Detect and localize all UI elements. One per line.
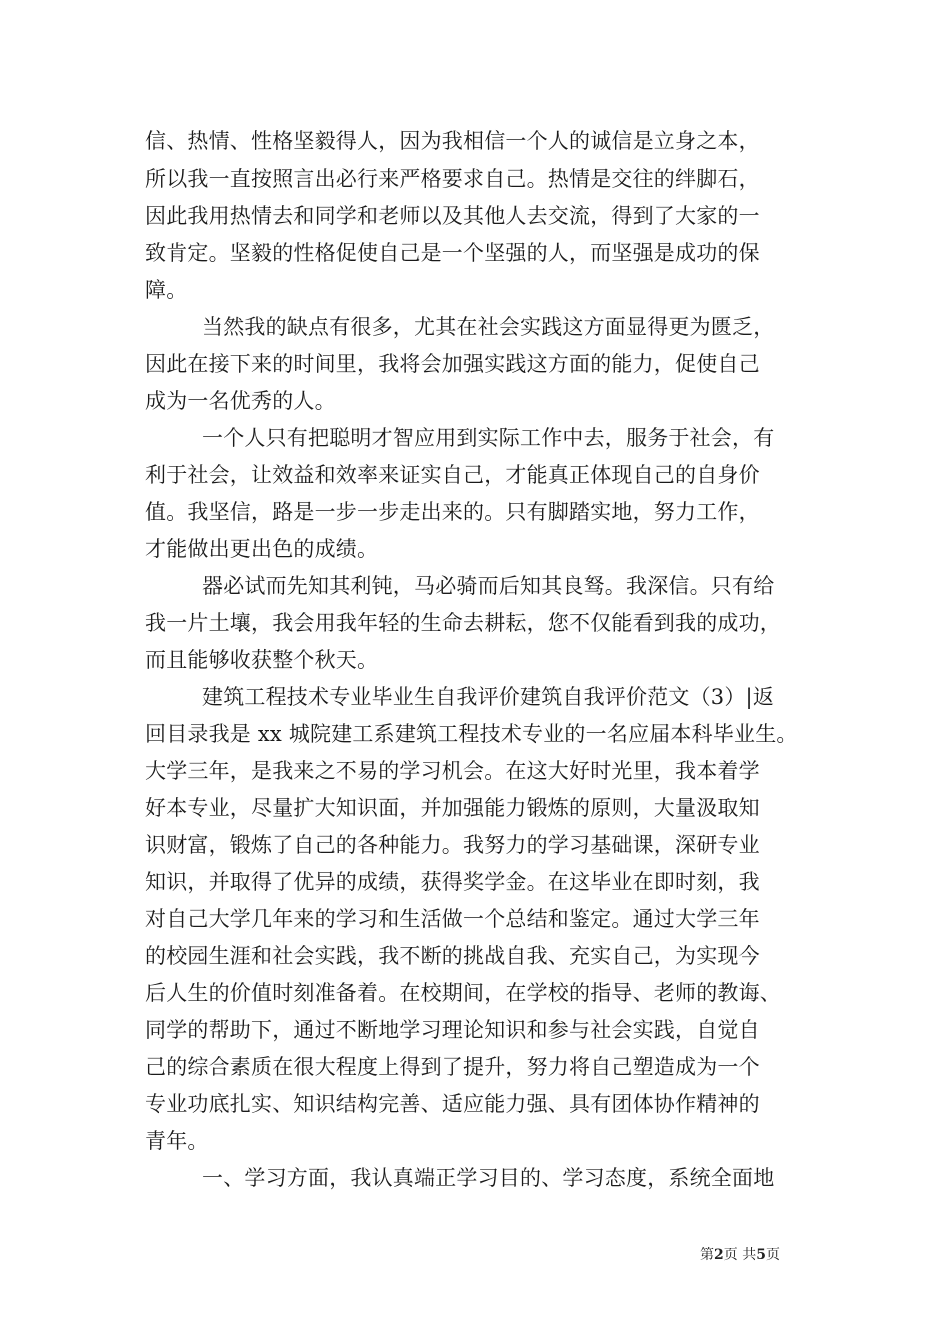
text-line: 而且能够收获整个秋天。 [145, 648, 379, 672]
text-line: 成为一名优秀的人。 [145, 389, 336, 413]
current-page-number: 2 [714, 1247, 724, 1263]
text-line: 才能做出更出色的成绩。 [145, 537, 379, 561]
text-line: 大学三年，是我来之不易的学习机会。在这大好时光里，我本着学 [145, 759, 760, 783]
text-line: 识财富，锻炼了自己的各种能力。我努力的学习基础课，深研专业 [145, 833, 760, 857]
text-line: 值。我坚信，路是一步一步走出来的。只有脚踏实地，努力工作， [145, 500, 760, 524]
footer-middle: 页 共 [723, 1247, 757, 1263]
paragraph-first-line: 器必试而先知其利钝，马必骑而后知其良驽。我深信。只有给 [202, 574, 775, 598]
text-line: 己的综合素质在很大程度上得到了提升，努力将自己塑造成为一个 [145, 1055, 760, 1079]
text-line: 的校园生涯和社会实践，我不断的挑战自我、充实自己，为实现今 [145, 944, 760, 968]
paragraph-first-line: 一个人只有把聪明才智应用到实际工作中去，服务于社会，有 [202, 426, 775, 450]
text-line: 回目录我是 xx 城院建工系建筑工程技术专业的一名应届本科毕业生。 [145, 722, 798, 746]
text-line: 利于社会，让效益和效率来证实自己，才能真正体现自己的自身价 [145, 463, 760, 487]
text-line: 同学的帮助下，通过不断地学习理论知识和参与社会实践，自觉自 [145, 1018, 760, 1042]
text-line: 致肯定。坚毅的性格促使自己是一个坚强的人，而坚强是成功的保 [145, 241, 760, 265]
text-line: 信、热情、性格坚毅得人，因为我相信一个人的诚信是立身之本， [145, 129, 760, 153]
text-line: 因此在接下来的时间里，我将会加强实践这方面的能力，促使自己 [145, 352, 760, 376]
text-line: 好本专业，尽量扩大知识面，并加强能力锻炼的原则，大量汲取知 [145, 796, 760, 820]
text-line: 因此我用热情去和同学和老师以及其他人去交流，得到了大家的一 [145, 204, 760, 228]
text-line: 专业功底扎实、知识结构完善、适应能力强、具有团体协作精神的 [145, 1092, 760, 1116]
text-line: 对自己大学几年来的学习和生活做一个总结和鉴定。通过大学三年 [145, 907, 760, 931]
footer-prefix: 第 [700, 1247, 714, 1263]
text-line: 后人生的价值时刻准备着。在校期间，在学校的指导、老师的教诲、 [145, 981, 781, 1005]
page-number-footer [700, 1246, 810, 1264]
text-line: 障。 [145, 278, 188, 302]
paragraph-first-line: 当然我的缺点有很多，尤其在社会实践这方面显得更为匮乏， [202, 315, 775, 339]
paragraph-first-line: 一、学习方面，我认真端正学习目的、学习态度，系统全面地 [202, 1166, 775, 1190]
total-page-number: 5 [756, 1247, 766, 1263]
text-line: 青年。 [145, 1129, 209, 1153]
text-line: 知识，并取得了优异的成绩，获得奖学金。在这毕业在即时刻，我 [145, 870, 760, 894]
text-line: 我一片土壤，我会用我年轻的生命去耕耘，您不仅能看到我的成功， [145, 611, 781, 635]
footer-suffix: 页 [765, 1247, 780, 1263]
text-line: 所以我一直按照言出必行来严格要求自己。热情是交往的绊脚石， [145, 167, 760, 191]
paragraph-first-line: 建筑工程技术专业毕业生自我评价建筑自我评价范文（3）|返 [202, 685, 775, 709]
